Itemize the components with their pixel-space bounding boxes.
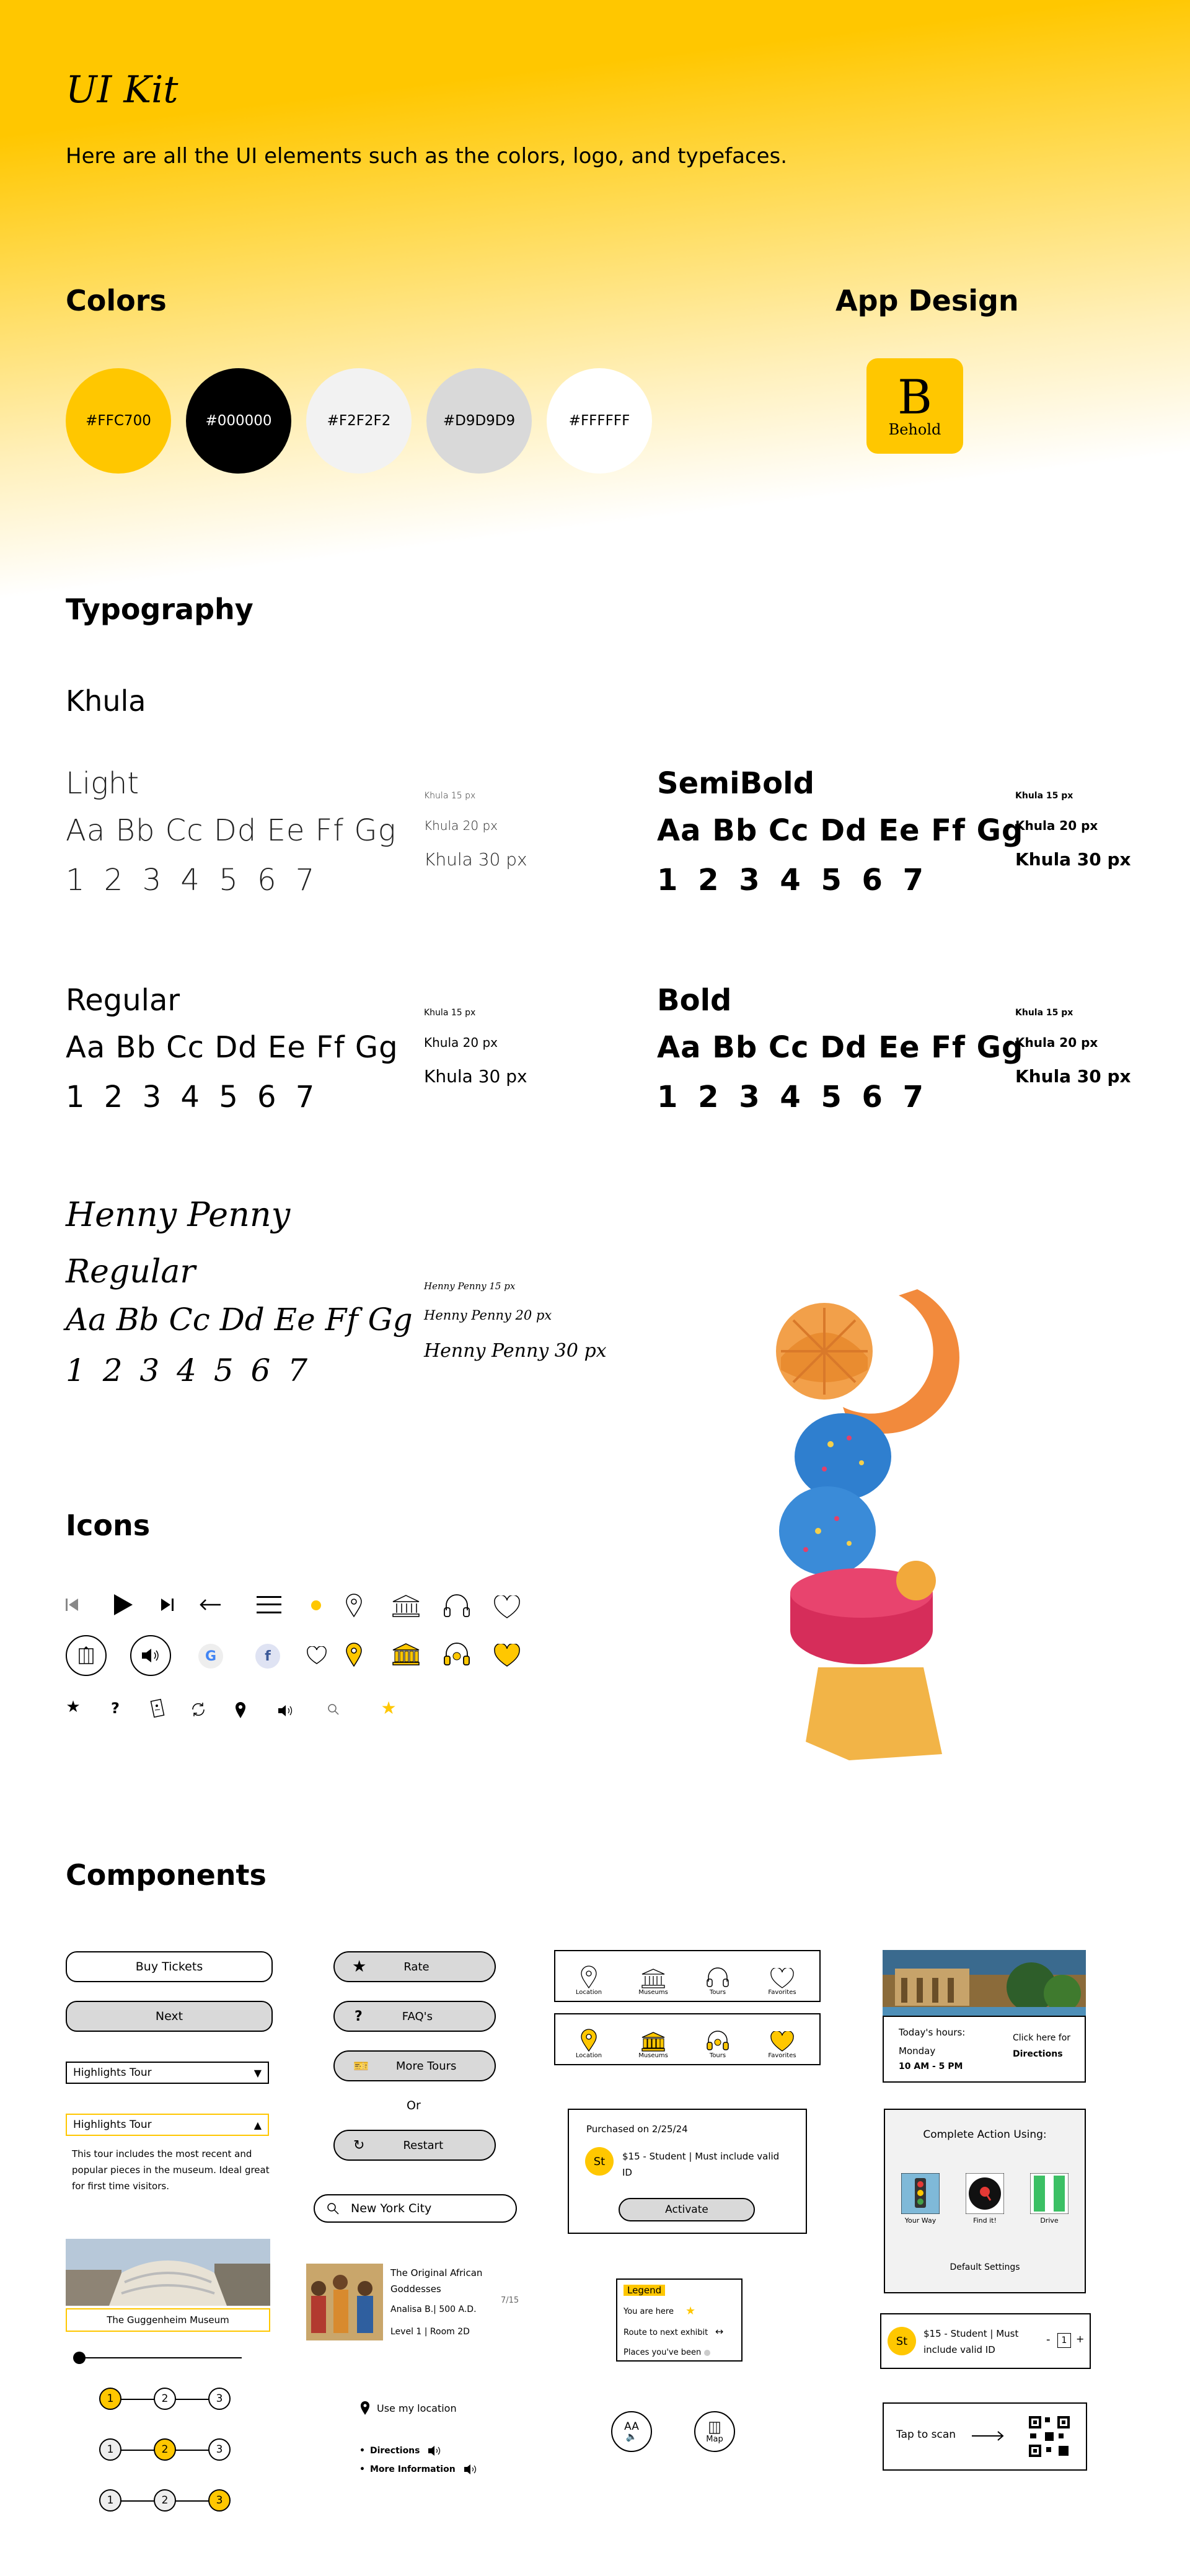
museum-filled-icon: [641, 2031, 666, 2052]
star-filled-icon[interactable]: ★: [381, 1697, 397, 1718]
bullet-icon: •: [359, 2446, 365, 2456]
bold-sample: Aa Bb Cc Dd Ee Ff Gg: [657, 1030, 1024, 1065]
swatch-black: [186, 368, 291, 474]
henny-label: Regular: [66, 1253, 196, 1290]
typography-heading: Typography: [66, 593, 253, 626]
legend-item-visited: Places you've been: [624, 2348, 702, 2357]
step-3[interactable]: 3: [208, 2438, 231, 2461]
map-legend: [616, 2278, 743, 2362]
faqs-button[interactable]: [333, 2001, 496, 2032]
star-filled-icon: ★: [685, 2305, 696, 2318]
heart-filled-icon: [770, 2031, 795, 2052]
logo-letter: B: [897, 369, 932, 425]
restart-icon[interactable]: [190, 1701, 207, 1718]
heart-outline-icon[interactable]: [493, 1595, 521, 1619]
complete-action-dialog: [884, 2109, 1086, 2293]
map-label: Map: [706, 2434, 723, 2444]
semibold-size-15: Khula 15 px: [1015, 791, 1073, 801]
directions-link[interactable]: Directions: [1013, 2049, 1063, 2059]
question-icon: ?: [355, 2008, 363, 2024]
avatar: St: [585, 2147, 614, 2176]
star-icon[interactable]: ★: [66, 1698, 81, 1716]
dialog-title: Complete Action Using:: [923, 2128, 1047, 2141]
find-it-icon: [966, 2173, 1004, 2214]
increment-button[interactable]: +: [1076, 2333, 1085, 2345]
purchase-title: Purchased on 2/25/24: [586, 2124, 688, 2135]
search-icon[interactable]: [326, 1702, 341, 1717]
map-button[interactable]: [694, 2411, 735, 2452]
artwork-title: The Original African Goddesses: [390, 2267, 483, 2295]
semibold-size-20: Khula 20 px: [1015, 818, 1098, 833]
facebook-icon[interactable]: f: [255, 1644, 280, 1669]
skip-back-icon[interactable]: [64, 1595, 79, 1614]
font-name-khula: Khula: [66, 684, 146, 718]
dropdown-value: Highlights Tour: [73, 2119, 152, 2131]
step-1[interactable]: 1: [99, 2489, 121, 2512]
slider-handle[interactable]: [73, 2352, 86, 2364]
more-info-label: More Information: [369, 2464, 456, 2474]
speaker-icon: [463, 2463, 480, 2476]
regular-size-30: Khula 30 px: [424, 1066, 527, 1087]
colors-heading: Colors: [66, 284, 167, 317]
museum-photo: [883, 1950, 1086, 2016]
restart-label: Restart: [403, 2138, 444, 2152]
option-your-way[interactable]: [901, 2173, 940, 2225]
light-size-15: Khula 15 px: [424, 791, 476, 801]
swatch-yellow: [66, 368, 171, 474]
headphones-filled-icon[interactable]: [443, 1641, 471, 1667]
regular-size-15: Khula 15 px: [424, 1008, 476, 1018]
nav-favorites[interactable]: [757, 2016, 807, 2059]
traffic-light-icon: [901, 2173, 940, 2214]
nav-label: Tours: [709, 1989, 726, 1996]
location-pin-icon: [580, 1965, 597, 1989]
faqs-label: FAQ's: [402, 2009, 433, 2023]
bold-size-15: Khula 15 px: [1015, 1008, 1073, 1018]
step-3[interactable]: 3: [208, 2388, 231, 2410]
search-icon: [326, 2202, 340, 2215]
bold-size-30: Khula 30 px: [1015, 1066, 1131, 1087]
step-1-active[interactable]: 1: [99, 2388, 121, 2410]
visited-dot-icon: [704, 2350, 710, 2356]
more-tours-button[interactable]: [333, 2050, 496, 2081]
scan-label: Tap to scan: [896, 2428, 956, 2441]
use-location-button[interactable]: [359, 2400, 457, 2416]
nav-favorites[interactable]: [757, 1952, 807, 1996]
step-3-active[interactable]: 3: [208, 2489, 231, 2512]
semibold-sample: Aa Bb Cc Dd Ee Ff Gg: [657, 813, 1024, 848]
step-2-active[interactable]: 2: [154, 2438, 176, 2461]
henny-size-15: Henny Penny 15 px: [424, 1281, 516, 1292]
light-numbers: 1 2 3 4 5 6 7: [66, 863, 320, 898]
decrement-button[interactable]: -: [1046, 2333, 1051, 2346]
swatch-white: [547, 368, 652, 474]
chevron-up-icon: ▲: [253, 2119, 262, 2131]
bullet-icon: •: [359, 2464, 365, 2474]
artwork-location: Level 1 | Room 2D: [390, 2327, 470, 2337]
nav-museums[interactable]: [628, 2016, 678, 2059]
dot-icon: [310, 1599, 322, 1612]
qr-code-icon: [1028, 2415, 1071, 2458]
headphones-icon[interactable]: [443, 1593, 471, 1619]
nav-location[interactable]: [564, 2016, 614, 2059]
map-icon: [708, 2420, 721, 2435]
route-arrow-icon: ↔: [715, 2326, 724, 2337]
semibold-numbers: 1 2 3 4 5 6 7: [657, 863, 929, 898]
restart-icon: ↻: [353, 2137, 365, 2153]
heart-filled-icon[interactable]: [493, 1644, 521, 1667]
ticket-icon[interactable]: [149, 1698, 166, 1718]
heart-outline-icon: [770, 1968, 795, 1989]
avatar: St: [888, 2327, 916, 2355]
step-2[interactable]: 2: [154, 2388, 176, 2410]
museum-icon[interactable]: [392, 1594, 420, 1618]
nav-museums[interactable]: [628, 1952, 678, 1996]
dropdown-value: Highlights Tour: [73, 2067, 152, 2079]
step-2[interactable]: 2: [154, 2489, 176, 2512]
logo-word: Behold: [888, 421, 941, 438]
museum-image: [66, 2239, 270, 2306]
light-label: Light: [66, 766, 139, 801]
hours-card[interactable]: [883, 1950, 1086, 2086]
swatch-label: #FFFFFF: [568, 413, 630, 429]
legend-title: Legend: [624, 2285, 665, 2296]
location-pin-filled-icon: [580, 2029, 597, 2052]
arrow-right-icon: [971, 2430, 1005, 2442]
regular-label: Regular: [66, 983, 180, 1018]
page-title: UI Kit: [66, 68, 178, 112]
directions-prompt: Click here for: [1013, 2033, 1071, 2043]
search-value: New York City: [351, 2202, 432, 2215]
pin-small-icon[interactable]: [234, 1701, 247, 1719]
regular-sample: Aa Bb Cc Dd Ee Ff Gg: [66, 1030, 399, 1065]
legend-item-here: You are here: [624, 2307, 674, 2316]
nav-label: Favorites: [768, 1989, 796, 1996]
slider-track[interactable]: [79, 2357, 242, 2358]
rate-button[interactable]: [333, 1951, 496, 1982]
app-design-heading: App Design: [835, 284, 1019, 317]
pin-icon: [359, 2400, 371, 2416]
nav-location[interactable]: [564, 1952, 614, 1996]
light-size-30: Khula 30 px: [424, 849, 527, 870]
dropdown-description: This tour includes the most recent and popular pieces in the museum. Ideal great for first time visitors.: [72, 2148, 270, 2192]
hours-day: Monday: [899, 2045, 936, 2057]
ticket-selector: [880, 2313, 1091, 2369]
next-button[interactable]: Next: [66, 2001, 273, 2032]
museum-filled-icon[interactable]: [392, 1643, 420, 1666]
henny-size-20: Henny Penny 20 px: [424, 1308, 552, 1323]
star-icon: ★: [352, 1957, 367, 1976]
audio-icon[interactable]: [130, 1635, 171, 1676]
menu-icon[interactable]: [255, 1594, 283, 1615]
speaker-small-icon[interactable]: [276, 1703, 296, 1718]
option-drive[interactable]: [1030, 2173, 1069, 2225]
step-1[interactable]: 1: [99, 2438, 121, 2461]
tour-dropdown-closed[interactable]: [66, 2062, 269, 2084]
bold-numbers: 1 2 3 4 5 6 7: [657, 1080, 929, 1114]
swatch-label: #000000: [205, 413, 272, 429]
swatch-label: #FFC700: [86, 413, 151, 429]
henny-family: Henny Penny: [66, 1195, 291, 1234]
back-arrow-icon[interactable]: [198, 1598, 222, 1612]
bottom-nav-filled: [554, 2013, 821, 2065]
page-intro: Here are all the UI elements such as the colors, logo, and typefaces.: [66, 144, 788, 169]
semibold-label: SemiBold: [657, 766, 814, 801]
use-location-label: Use my location: [377, 2402, 457, 2414]
purchase-description: $15 - Student | Must include valid ID: [622, 2151, 780, 2178]
museum-icon: [641, 1968, 666, 1989]
museum-name: The Guggenheim Museum: [66, 2308, 270, 2332]
nav-label: Museums: [638, 2052, 668, 2059]
default-settings-link[interactable]: Default Settings: [950, 2262, 1020, 2272]
bold-size-20: Khula 20 px: [1015, 1035, 1098, 1050]
artwork-count: 7/15: [501, 2296, 519, 2305]
legend-item-route: Route to next exhibit: [624, 2328, 708, 2337]
purchase-card: [568, 2109, 807, 2234]
headphones-icon: [705, 1967, 730, 1989]
hours-time: 10 AM - 5 PM: [899, 2062, 963, 2071]
or-divider: Or: [407, 2099, 421, 2112]
sculpture-illustration: [744, 1271, 1016, 1767]
bold-label: Bold: [657, 983, 732, 1018]
headphones-filled-icon: [705, 2030, 730, 2052]
play-icon[interactable]: [112, 1593, 134, 1617]
more-information-link[interactable]: [359, 2463, 480, 2476]
restart-button[interactable]: [333, 2130, 496, 2161]
question-icon[interactable]: ?: [111, 1700, 120, 1717]
nav-label: Favorites: [768, 2052, 796, 2059]
nav-label: Tours: [709, 2052, 726, 2059]
ticket-description: $15 - Student | Must include valid ID: [923, 2328, 1019, 2355]
text-size-button[interactable]: [611, 2411, 652, 2452]
option-label: Find it!: [973, 2217, 997, 2225]
option-find-it[interactable]: [966, 2173, 1004, 2225]
henny-sample: Aa Bb Cc Dd Ee Ff Gg: [66, 1302, 413, 1338]
skip-forward-icon[interactable]: [160, 1595, 175, 1614]
activate-button[interactable]: Activate: [619, 2198, 755, 2221]
scan-card[interactable]: [883, 2402, 1087, 2471]
directions-label: Directions: [369, 2446, 420, 2456]
search-input[interactable]: [314, 2194, 517, 2223]
speaker-icon: [427, 2445, 444, 2457]
regular-numbers: 1 2 3 4 5 6 7: [66, 1080, 320, 1114]
location-pin-filled-icon[interactable]: [345, 1641, 363, 1667]
semibold-size-30: Khula 30 px: [1015, 849, 1131, 870]
swatch-label: #D9D9D9: [443, 413, 516, 429]
option-label: Your Way: [904, 2217, 937, 2225]
google-icon[interactable]: G: [198, 1644, 223, 1669]
speaker-icon: 🔈: [625, 2431, 638, 2442]
rate-label: Rate: [403, 1960, 430, 1974]
light-sample: Aa Bb Cc Dd Ee Ff Gg: [66, 813, 397, 848]
buy-tickets-button[interactable]: Buy Tickets: [66, 1951, 273, 1982]
components-heading: Components: [66, 1858, 267, 1892]
icons-heading: Icons: [66, 1509, 151, 1542]
artwork-artist: Analisa B.| 500 A.D.: [390, 2305, 477, 2314]
quantity-field[interactable]: 1: [1057, 2333, 1071, 2348]
heart-small-outline-icon[interactable]: [306, 1646, 327, 1665]
swatch-light-gray: [306, 368, 412, 474]
drive-icon: [1030, 2173, 1069, 2214]
regular-size-20: Khula 20 px: [424, 1035, 498, 1050]
behold-logo: [866, 358, 963, 454]
text-size-label: AA: [624, 2420, 639, 2433]
artwork-card[interactable]: [306, 2264, 523, 2344]
henny-size-30: Henny Penny 30 px: [424, 1340, 607, 1362]
artwork-image: [306, 2264, 383, 2340]
more-tours-label: More Tours: [395, 2059, 457, 2073]
location-pin-icon[interactable]: [345, 1593, 363, 1618]
nav-tours[interactable]: [693, 2016, 743, 2059]
nav-label: Location: [575, 1989, 602, 1996]
map-icon[interactable]: [66, 1635, 107, 1676]
nav-tours[interactable]: [693, 1952, 743, 1996]
tour-dropdown-open[interactable]: [66, 2114, 269, 2136]
light-size-20: Khula 20 px: [424, 818, 498, 833]
swatch-gray: [426, 368, 532, 474]
henny-numbers: 1 2 3 4 5 6 7: [66, 1352, 312, 1388]
hours-label: Today's hours:: [899, 2027, 966, 2038]
option-label: Drive: [1040, 2217, 1059, 2225]
bottom-nav-outline: [554, 1950, 821, 2002]
museum-card[interactable]: [66, 2239, 270, 2329]
nav-label: Museums: [638, 1989, 668, 1996]
swatch-label: #F2F2F2: [327, 413, 391, 429]
chevron-down-icon: ▼: [253, 2067, 262, 2079]
nav-label: Location: [575, 2052, 602, 2059]
directions-link[interactable]: [359, 2445, 444, 2457]
ticket-icon: 🎫: [353, 2058, 369, 2073]
